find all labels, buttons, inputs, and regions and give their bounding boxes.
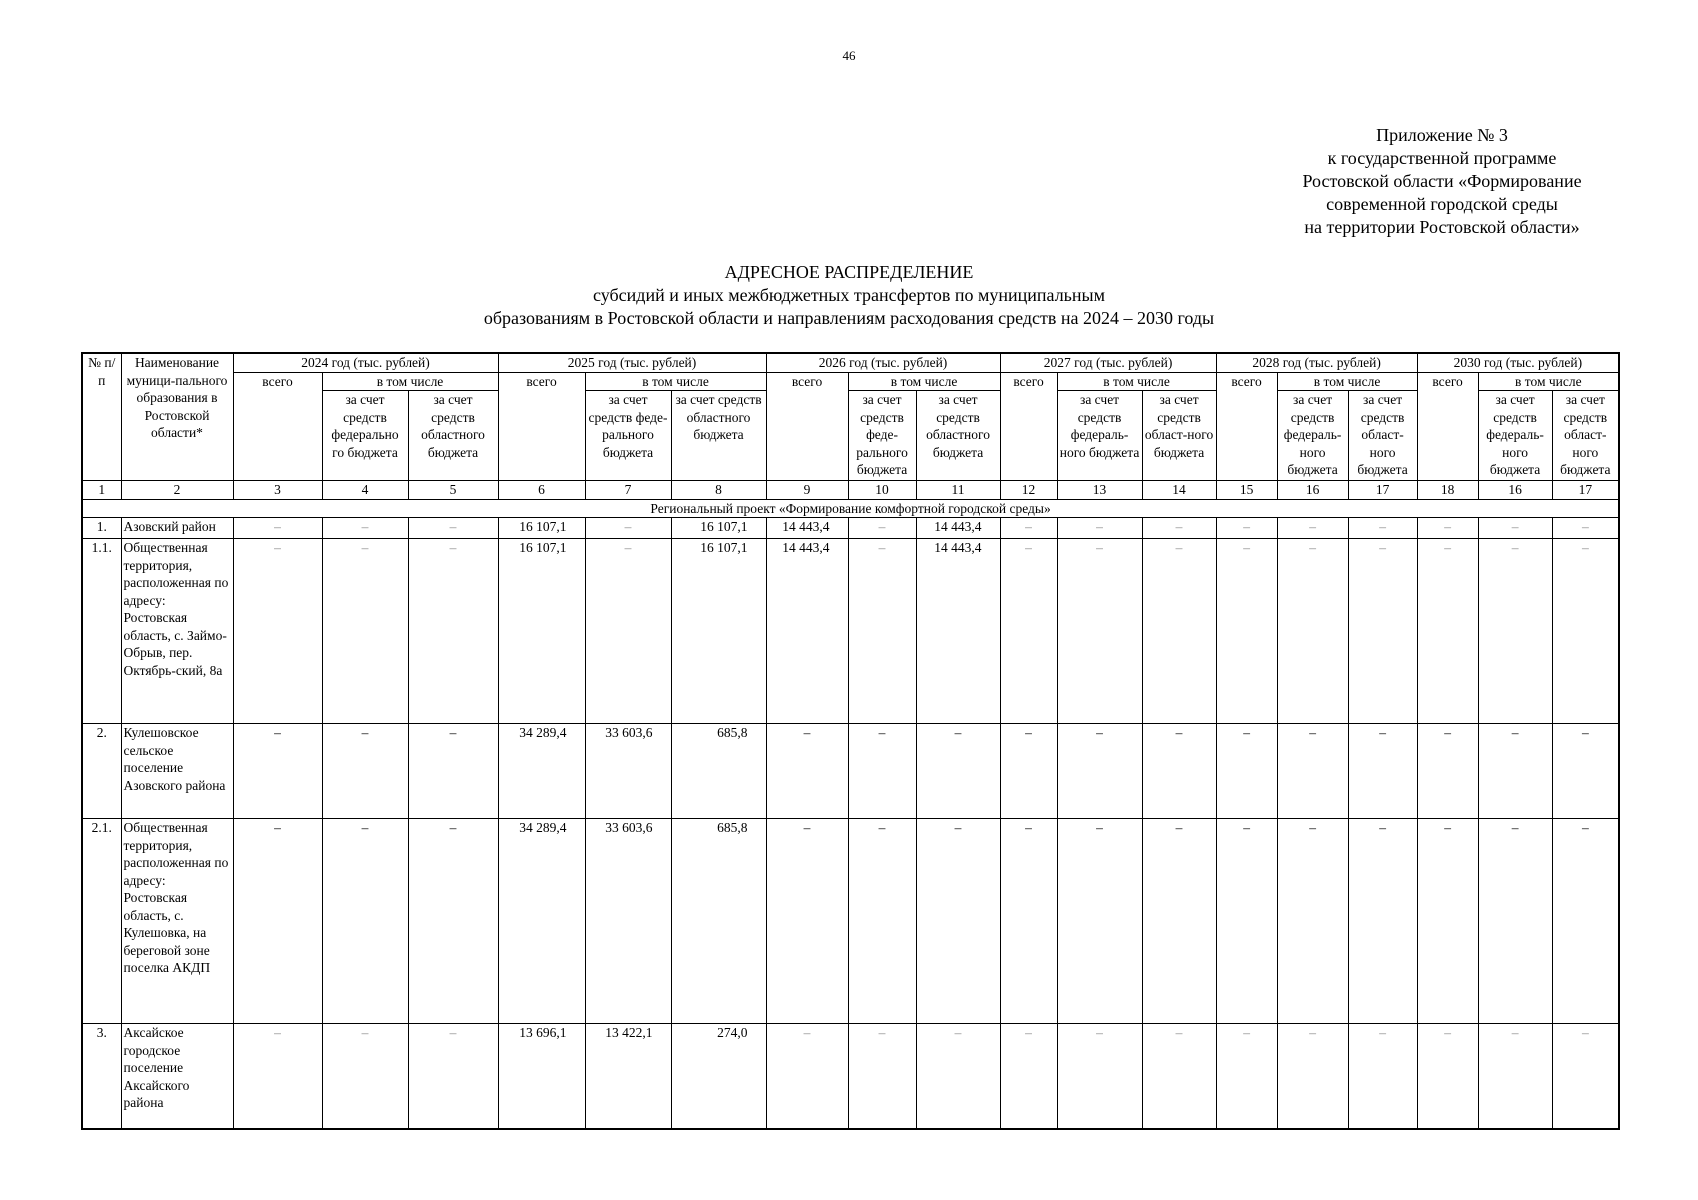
value-cell: – [1277,1024,1348,1129]
header-including: в том числе [322,372,498,391]
value-cell: – [1417,518,1478,539]
value-cell: – [1000,518,1057,539]
value-cell: – [1000,1024,1057,1129]
value-cell: – [1000,539,1057,724]
value-cell: – [1216,539,1277,724]
row-number: 2. [82,724,121,819]
value-cell: – [1417,539,1478,724]
value-cell: 14 443,4 [766,518,848,539]
value-cell: 34 289,4 [498,819,585,1024]
title-subtitle-line: образованиям в Ростовской области и направлениям расходования средств на 2024 – 2030 годы [483,308,1215,328]
value-cell: – [1552,819,1619,1024]
value-cell: – [1348,819,1417,1024]
value-cell: – [1277,724,1348,819]
column-number: 4 [322,481,408,500]
value-cell: 16 107,1 [671,539,766,724]
value-cell: – [1552,518,1619,539]
table-row [82,819,1619,1024]
value-cell: – [1057,819,1142,1024]
value-cell: – [322,518,408,539]
value-cell: – [766,724,848,819]
column-number: 14 [1142,481,1216,500]
column-number: 17 [1552,481,1619,500]
value-cell: – [1142,539,1216,724]
value-cell: – [1216,819,1277,1024]
value-cell: – [1142,518,1216,539]
value-cell: – [848,1024,916,1129]
value-cell: – [1216,724,1277,819]
header-including: в том числе [585,372,766,391]
appendix-line: на территории Ростовской области» [1304,217,1580,237]
header-federal: за счет средств федераль-ного бюджета [1057,391,1142,481]
value-cell: – [848,724,916,819]
value-cell: – [408,539,498,724]
value-cell: – [848,539,916,724]
value-cell: 33 603,6 [585,819,671,1024]
value-cell: – [1348,724,1417,819]
header-total: всего [1216,372,1277,481]
value-cell: 685,8 [671,724,766,819]
column-number-row [82,481,1619,500]
value-cell: – [1348,518,1417,539]
header-regional: за счет средств област-ного бюджета [1142,391,1216,481]
value-cell: – [1216,518,1277,539]
header-year: 2025 год (тыс. рублей) [498,353,766,372]
value-cell: – [322,1024,408,1129]
header-year: 2030 год (тыс. рублей) [1417,353,1619,372]
page-number: 46 [842,48,856,63]
value-cell: – [233,1024,322,1129]
header-regional: за счет средств областного бюджета [916,391,1000,481]
value-cell: – [1142,819,1216,1024]
column-number: 18 [1417,481,1478,500]
value-cell: – [916,1024,1000,1129]
value-cell: – [1057,724,1142,819]
appendix-line: Приложение № 3 [1376,125,1508,145]
column-number: 12 [1000,481,1057,500]
value-cell: 13 422,1 [585,1024,671,1129]
value-cell: – [1417,724,1478,819]
value-cell: – [848,819,916,1024]
value-cell: – [766,819,848,1024]
header-total: всего [1417,372,1478,481]
header-including: в том числе [848,372,1000,391]
column-number: 17 [1348,481,1417,500]
column-number: 3 [233,481,322,500]
header-year: 2024 год (тыс. рублей) [233,353,498,372]
value-cell: – [408,1024,498,1129]
municipality-name: Аксайское городское поселение Аксайского района [121,1024,233,1129]
table-row [82,724,1619,819]
header-federal: за счет средств федерально го бюджета [322,391,408,481]
header-federal: за счет средств феде-рального бюджета [848,391,916,481]
value-cell: – [848,518,916,539]
value-cell: – [233,518,322,539]
value-cell: 14 443,4 [916,539,1000,724]
municipality-name: Кулешовское сельское поселение Азовского района [121,724,233,819]
column-number: 9 [766,481,848,500]
value-cell: – [322,539,408,724]
header-regional: за счет средств областного бюджета [671,391,766,481]
column-number: 16 [1478,481,1552,500]
value-cell: – [1552,1024,1619,1129]
column-number: 15 [1216,481,1277,500]
column-number: 1 [82,481,121,500]
header-total: всего [766,372,848,481]
value-cell: – [1478,1024,1552,1129]
distribution-table [81,352,1620,1130]
column-number: 6 [498,481,585,500]
column-number: 8 [671,481,766,500]
header-total: всего [233,372,322,481]
value-cell: – [1348,539,1417,724]
value-cell: – [233,539,322,724]
table-row [82,539,1619,724]
table-row [82,1024,1619,1129]
value-cell: 14 443,4 [916,518,1000,539]
document-title [0,261,1698,330]
header-row-groups [82,372,1619,391]
value-cell: – [1142,1024,1216,1129]
value-cell: 34 289,4 [498,724,585,819]
municipality-name: Общественная территория, расположенная по адресу: Ростовская область, с. Займо-Обрыв, пер. Октябрь-ский, 8а [121,539,233,724]
section-title: Региональный проект «Формирование комфортной городской среды» [82,499,1619,518]
value-cell: 33 603,6 [585,724,671,819]
value-cell: 14 443,4 [766,539,848,724]
value-cell: – [1277,518,1348,539]
municipality-name: Общественная территория, расположенная по адресу: Ростовская область, с. Кулешовка, на береговой зоне поселка АКДП [121,819,233,1024]
appendix-line: современной городской среды [1326,194,1558,214]
value-cell: – [1478,819,1552,1024]
value-cell: 13 696,1 [498,1024,585,1129]
value-cell: – [766,1024,848,1129]
header-total: всего [498,372,585,481]
value-cell: – [1216,1024,1277,1129]
value-cell: – [1348,1024,1417,1129]
value-cell: – [1478,518,1552,539]
value-cell: – [1552,724,1619,819]
value-cell: – [1057,539,1142,724]
column-number: 2 [121,481,233,500]
value-cell: – [233,819,322,1024]
value-cell: – [408,819,498,1024]
column-number: 13 [1057,481,1142,500]
value-cell: 16 107,1 [498,539,585,724]
header-federal: за счет средств феде-рального бюджета [585,391,671,481]
value-cell: – [916,724,1000,819]
value-cell: – [1057,518,1142,539]
row-number: 1. [82,518,121,539]
header-including: в том числе [1277,372,1417,391]
column-number: 11 [916,481,1000,500]
value-cell: – [1057,1024,1142,1129]
value-cell: – [408,518,498,539]
value-cell: – [916,819,1000,1024]
value-cell: – [585,539,671,724]
value-cell: 685,8 [671,819,766,1024]
header-including: в том числе [1057,372,1216,391]
row-number: 1.1. [82,539,121,724]
value-cell: – [1000,724,1057,819]
header-year: 2027 год (тыс. рублей) [1000,353,1216,372]
value-cell: 274,0 [671,1024,766,1129]
table-row [82,518,1619,539]
value-cell: 16 107,1 [498,518,585,539]
column-number: 10 [848,481,916,500]
header-federal: за счет средств федераль-ного бюджета [1277,391,1348,481]
header-federal: за счет средств федераль-ного бюджета [1478,391,1552,481]
value-cell: – [233,724,322,819]
header-regional: за счет средств област-ного бюджета [1552,391,1619,481]
value-cell: – [322,724,408,819]
row-number: 2.1. [82,819,121,1024]
appendix-line: Ростовской области «Формирование [1302,171,1582,191]
value-cell: – [1000,819,1057,1024]
value-cell: – [1417,819,1478,1024]
value-cell: – [1478,724,1552,819]
value-cell: – [408,724,498,819]
header-total: всего [1000,372,1057,481]
municipality-name: Азовский район [121,518,233,539]
row-number: 3. [82,1024,121,1129]
value-cell: – [1478,539,1552,724]
appendix-line: к государственной программе [1327,148,1557,168]
column-number: 16 [1277,481,1348,500]
header-regional: за счет средств областного бюджета [408,391,498,481]
column-number: 7 [585,481,671,500]
value-cell: – [1277,539,1348,724]
header-including: в том числе [1478,372,1619,391]
value-cell: – [1142,724,1216,819]
value-cell: – [1277,819,1348,1024]
appendix-note [1272,124,1612,239]
section-row [82,499,1619,518]
value-cell: – [1552,539,1619,724]
header-regional: за счет средств област-ного бюджета [1348,391,1417,481]
value-cell: – [585,518,671,539]
value-cell: – [1417,1024,1478,1129]
column-number: 5 [408,481,498,500]
table-body [82,481,1619,1129]
value-cell: – [322,819,408,1024]
header-year: 2028 год (тыс. рублей) [1216,353,1417,372]
value-cell: 16 107,1 [671,518,766,539]
header-year: 2026 год (тыс. рублей) [766,353,1000,372]
header-row-years [82,353,1619,372]
title-main: АДРЕСНОЕ РАСПРЕДЕЛЕНИЕ [724,262,974,282]
header-no: № п/п [82,353,121,481]
header-name: Наименование муници-пального образования в Ростовской области* [121,353,233,481]
title-subtitle-line: субсидий и иных межбюджетных трансфертов по муниципальным [592,285,1106,305]
